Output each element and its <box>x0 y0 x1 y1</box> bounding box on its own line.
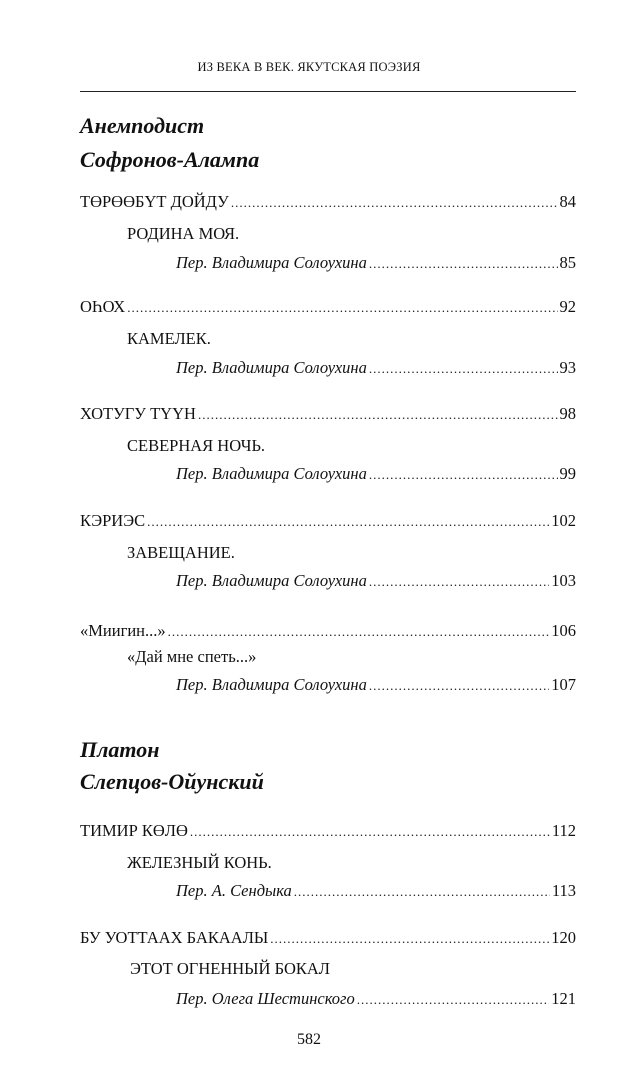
running-header: ИЗ ВЕКА В ВЕК. ЯКУТСКАЯ ПОЭЗИЯ <box>197 60 421 74</box>
entry-title: ОҺОХ <box>80 297 126 316</box>
page-ref: 102 <box>551 511 576 530</box>
leader-dots <box>168 621 550 643</box>
page-ref: 99 <box>559 464 576 483</box>
toc-entry[interactable] <box>80 820 576 843</box>
leader-dots <box>369 675 549 697</box>
entry-title: Пер. Владимира Солоухина <box>176 464 367 483</box>
page-ref: 112 <box>551 821 576 840</box>
leader-dots <box>357 989 550 1011</box>
entry-title: ТӨРӨӨБҮТ ДОЙДУ <box>80 192 229 211</box>
entry-title: Пер. Олега Шестинского <box>176 989 355 1008</box>
translation-title: СЕВЕРНАЯ НОЧЬ. <box>127 436 266 455</box>
leader-dots <box>369 358 558 380</box>
translation-entry[interactable] <box>176 357 576 380</box>
page-number: 582 <box>297 1031 321 1048</box>
entry-title: Пер. Владимира Солоухина <box>176 253 367 272</box>
page-ref: 120 <box>551 928 576 947</box>
entry-title: ХОТУГУ ТҮҮН <box>80 404 196 423</box>
leader-dots <box>198 404 558 426</box>
page-ref: 98 <box>559 404 576 423</box>
entry-title: «Миигин...» <box>80 621 166 640</box>
toc-entry[interactable] <box>80 296 576 319</box>
translation-title: ЖЕЛЕЗНЫЙ КОНЬ. <box>127 853 272 872</box>
translation-title: КАМЕЛЕК. <box>127 329 211 348</box>
page-ref: 103 <box>551 571 576 590</box>
leader-dots <box>369 571 549 593</box>
entry-title: Пер. Владимира Солоухина <box>176 571 367 590</box>
translation-title: РОДИНА МОЯ. <box>127 224 240 243</box>
toc-entry[interactable] <box>80 191 576 214</box>
translation-entry[interactable] <box>176 463 576 486</box>
translation-title: ЭТОТ ОГНЕННЫЙ БОКАЛ <box>130 959 330 978</box>
translation-entry[interactable] <box>176 570 576 593</box>
page-ref: 84 <box>559 192 576 211</box>
leader-dots <box>369 464 558 486</box>
translation-entry[interactable] <box>176 880 576 903</box>
toc-entry[interactable] <box>80 620 576 643</box>
author-name: Слепцов-Ойунский <box>80 769 264 794</box>
page-ref: 121 <box>551 989 576 1008</box>
toc-entry[interactable] <box>80 403 576 426</box>
toc-entry[interactable] <box>80 510 576 533</box>
toc-entry[interactable] <box>80 927 576 950</box>
translation-entry[interactable] <box>176 988 576 1011</box>
leader-dots <box>127 297 557 319</box>
entry-title: КЭРИЭС <box>80 511 146 530</box>
page-ref: 85 <box>559 253 576 272</box>
translation-title: «Дай мне спеть...» <box>127 647 257 666</box>
page-ref: 113 <box>551 881 576 900</box>
page-ref: 93 <box>559 358 576 377</box>
leader-dots <box>369 253 558 275</box>
leader-dots <box>231 192 558 214</box>
leader-dots <box>190 821 550 843</box>
author-name: Платон <box>80 737 160 762</box>
translation-title: ЗАВЕЩАНИЕ. <box>127 543 235 562</box>
entry-title: БУ УОТТААХ БАКААЛЫ <box>80 928 269 947</box>
translation-entry[interactable] <box>176 674 576 697</box>
leader-dots <box>270 928 549 950</box>
leader-dots <box>294 881 550 903</box>
author-name: Анемподист <box>80 113 205 138</box>
page-ref: 106 <box>551 621 576 640</box>
page-ref: 107 <box>551 675 576 694</box>
entry-title: Пер. Владимира Солоухина <box>176 675 367 694</box>
entry-title: Пер. Владимира Солоухина <box>176 358 367 377</box>
translation-entry[interactable] <box>176 252 576 275</box>
header-rule <box>80 91 576 92</box>
author-name: Софронов-Алампа <box>80 147 260 172</box>
leader-dots <box>147 511 549 533</box>
entry-title: Пер. А. Сендыка <box>176 881 292 900</box>
page-ref: 92 <box>559 297 576 316</box>
entry-title: ТИМИР КӨЛӨ <box>80 821 188 840</box>
